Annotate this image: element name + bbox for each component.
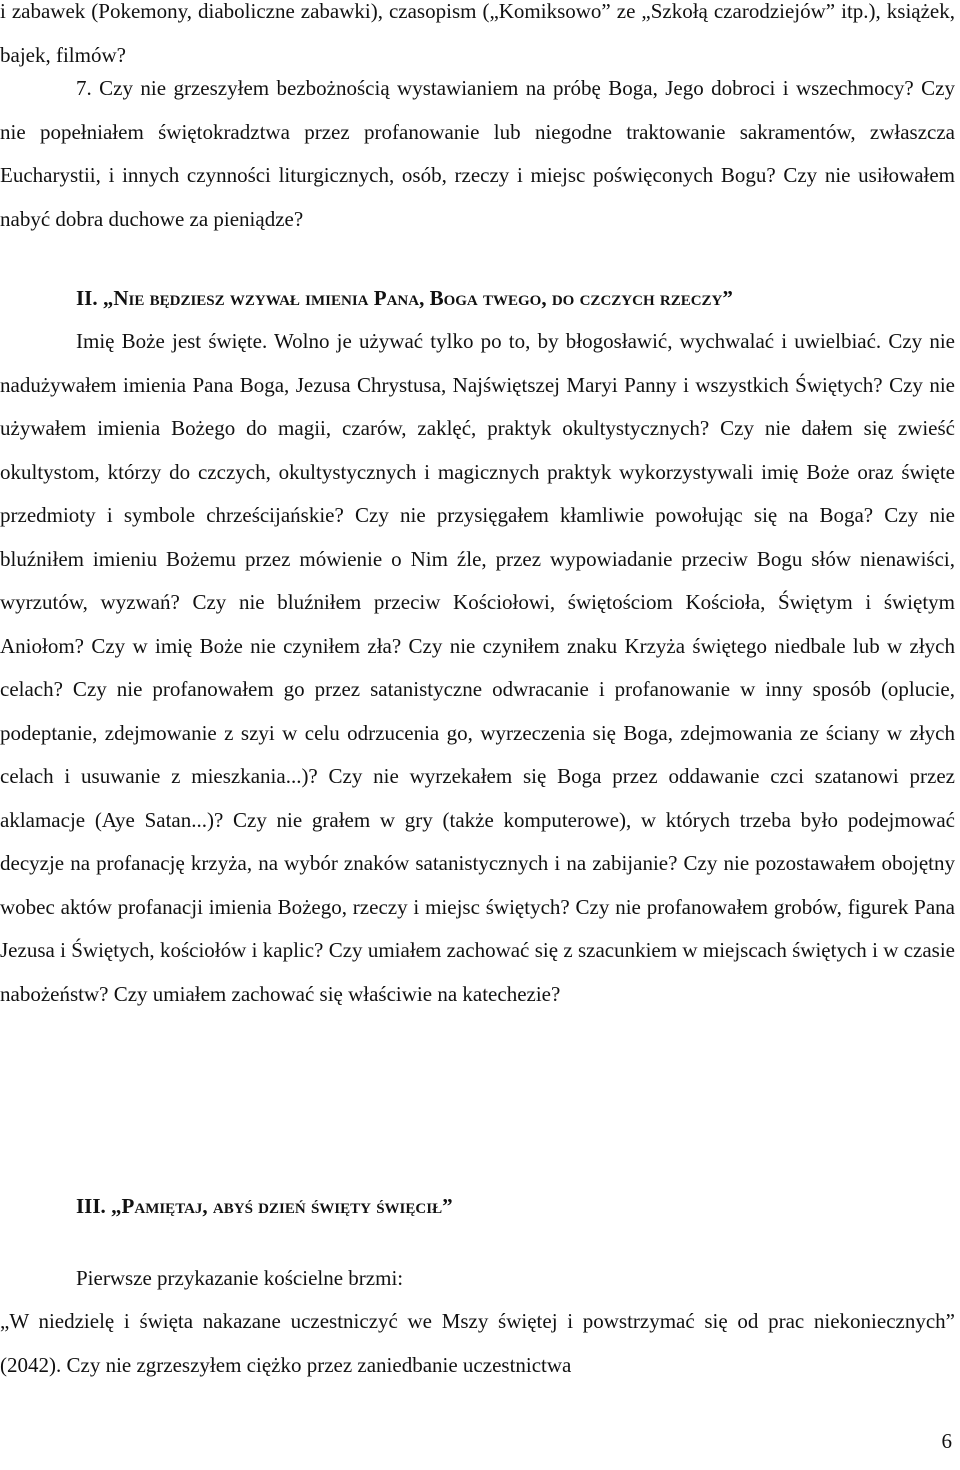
paragraph-intro: i zabawek (Pokemony, diaboliczne zabawki), czasopism („Komiksowo” ze „Szkołą czarodziejów” itp.), książek, bajek, filmów? — [0, 0, 955, 67]
section-number: III. — [76, 1194, 106, 1218]
section-heading-2 — [76, 277, 733, 321]
list-item-text: Czy nie grzeszyłem bezbożnością wystawianiem na próbę Boga, Jego dobroci i wszechmocy? Czy nie popełniałem świętokradztwa przez profanowanie lub niegodne traktowanie sakramentów, zwłaszcza Eucharystii, i innych czynności liturgicznych, osób, rzeczy i miejsc poświęconych Bogu? Czy nie usiłowałem nabyć dobra duchowe za pieniądze? — [0, 76, 955, 231]
paragraph-section-2: Imię Boże jest święte. Wolno je używać tylko po to, by błogosławić, wychwalać i uwielbiać. Czy nie nadużywałem imienia Pana Boga, Jezusa Chrystusa, Najświętszej Maryi Panny i wszystkich Świętych? Czy nie używałem imienia Bożego do magii, czarów, zaklęć, praktyk okultystycznych? Czy nie dałem się zwieść okultystom, którzy do czczych, okultystycznych i magicznych praktyk wykorzystywali imię Boże oraz święte przedmioty i symbole chrześcijańskie? Czy nie przysięgałem kłamliwie powołując się na Boga? Czy nie bluźniłem imieniu Bożemu przez mówienie o Nim źle, przez wypowiadanie przeciw Bogu słów nienawiści, wyrzutów, wyzwań? Czy nie bluźniłem przeciw Kościołowi, świętościom Kościoła, Świętym i świętym Aniołom? Czy w imię Boże nie czyniłem zła? Czy nie czyniłem znaku Krzyża świętego niedbale lub w złych celach? Czy nie profanowałem go przez satanistyczne odwracanie i profanowanie w inny sposób (oplucie, podeptanie, zdejmowanie z szyi w celu odrzucenia go, wyrzeczenia się Boga, zdejmowania ze ściany w złych celach i usuwanie z mieszkania...)? Czy nie wyrzekałem się Boga przez oddawanie czci szatanowi przez aklamacje (Aye Satan...)? Czy nie grałem w gry (także komputerowe), w których trzeba było podejmować decyzje na profanację krzyża, na wybór znaków satanistycznych i na zabijanie? Czy nie pozostawałem obojętny wobec aktów profanacji imienia Bożego, rzeczy i miejsc świętych? Czy nie profanowałem grobów, figurek Pana Jezusa i Świętych, kościołów i kaplic? Czy umiałem zachować się z szacunkiem w miejscach świętych i w czasie nabożeństw? Czy umiałem zachować się właściwie na katechezie? — [0, 329, 955, 1006]
paragraph-section-3: „W niedzielę i święta nakazane uczestniczyć we Mszy świętej i powstrzymać się od prac niekoniecznych” (2042). Czy nie zgrzeszyłem ciężko przez zaniedbanie uczestnictwa — [0, 1309, 955, 1377]
section-title: „Nie będziesz wzywał imienia Pana, Boga twego, do czczych rzeczy” — [102, 286, 733, 310]
list-number: 7. — [76, 76, 92, 100]
paragraph-item-7 — [0, 67, 955, 241]
section-title: „Pamiętaj, abyś dzień święty święcił” — [111, 1194, 453, 1218]
section-heading-3 — [76, 1185, 453, 1229]
section-number: II. — [76, 286, 98, 310]
page-number: 6 — [941, 1429, 952, 1453]
section-3-intro-line: Pierwsze przykazanie kościelne brzmi: — [76, 1266, 404, 1290]
